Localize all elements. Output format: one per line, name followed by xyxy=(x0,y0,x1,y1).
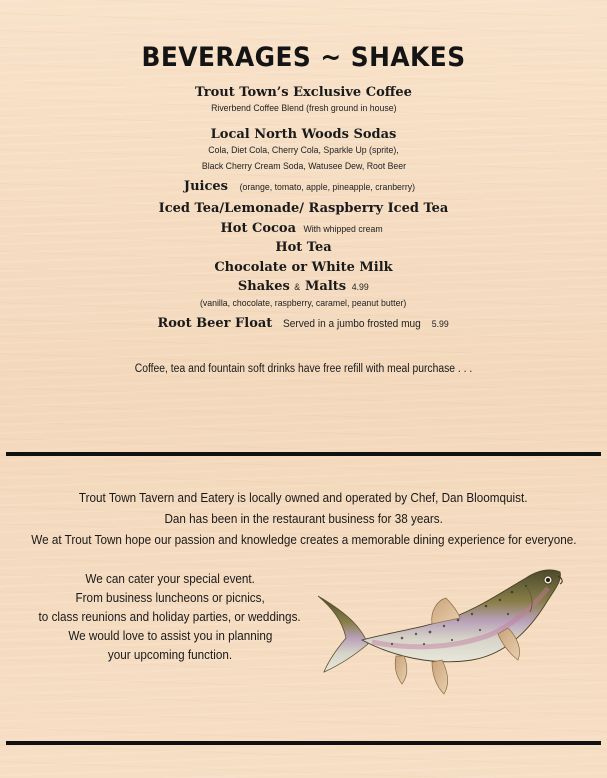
menu-item-name: Juices xyxy=(183,179,228,194)
menu-item-detail: Riverbend Coffee Blend (fresh ground in house) xyxy=(210,103,397,114)
menu-item-detail: (orange, tomato, apple, pineapple, cranberry) xyxy=(240,182,416,193)
fish-anal-fin xyxy=(395,656,407,684)
menu-item-hot-tea xyxy=(0,240,607,255)
menu-item-name: Hot Tea xyxy=(275,240,332,255)
menu-item-name: Iced Tea/Lemonade/ Raspberry Iced Tea xyxy=(158,201,449,216)
fish-body xyxy=(362,570,560,662)
refill-note: Coffee, tea and fountain soft drinks have free refill with meal purchase . . . xyxy=(134,363,473,375)
menu-item-amp: & xyxy=(294,282,301,293)
catering-section xyxy=(20,569,320,664)
menu-item-detail: Served in a jumbo frosted mug xyxy=(282,318,421,330)
menu-item-detail: With whipped cream xyxy=(303,224,384,235)
menu-item-hot-cocoa xyxy=(0,221,607,237)
menu-item-name: Hot Cocoa xyxy=(220,221,296,236)
menu-item-name: Shakes xyxy=(237,279,290,294)
catering-line: to class reunions and holiday parties, or weddings. xyxy=(38,609,302,624)
page-title: BEVERAGES ~ SHAKES xyxy=(141,42,466,73)
menu-item-coffee xyxy=(0,86,607,116)
catering-line: From business luncheons or picnics, xyxy=(75,590,265,605)
menu-item-detail: Black Cherry Cream Soda, Watusee Dew, Root Beer xyxy=(201,161,406,172)
about-section xyxy=(0,487,607,550)
menu-item-detail: Cola, Diet Cola, Cherry Cola, Sparkle Up (sprite), xyxy=(208,145,399,156)
menu-item-price: 5.99 xyxy=(431,319,449,330)
catering-line: We would love to assist you in planning xyxy=(67,628,272,643)
menu-item-iced-tea xyxy=(0,201,607,216)
refill-note-row xyxy=(0,361,607,376)
fish-pelvic-fin xyxy=(432,660,448,694)
menu-item-name: Local North Woods Sodas xyxy=(210,127,397,142)
menu-item-name: Chocolate or White Milk xyxy=(214,260,393,275)
menu-item-sodas xyxy=(0,128,607,174)
menu-item-name: Root Beer Float xyxy=(157,316,273,331)
trout-fish-illustration xyxy=(312,560,570,730)
menu-item-price: 4.99 xyxy=(351,282,369,293)
menu-item-detail: (vanilla, chocolate, raspberry, caramel, peanut butter) xyxy=(200,298,407,309)
divider-bottom xyxy=(6,741,601,745)
divider-top xyxy=(6,452,601,456)
menu-item-root-beer-float xyxy=(0,316,607,332)
fish-tail xyxy=(318,596,368,672)
about-line: Dan has been in the restaurant business for 38 years. xyxy=(164,511,443,526)
menu-item-name-2: Malts xyxy=(305,279,347,294)
about-line: We at Trout Town hope our passion and knowledge creates a memorable dining experience for everyone. xyxy=(30,532,577,547)
catering-line: We can cater your special event. xyxy=(85,571,255,586)
catering-line: your upcoming function. xyxy=(107,647,233,662)
menu-item-shakes xyxy=(0,279,607,311)
menu-item-name: Trout Town’s Exclusive Coffee xyxy=(195,85,412,100)
about-line: Trout Town Tavern and Eatery is locally owned and operated by Chef, Dan Bloomquist. xyxy=(79,490,528,505)
menu-item-juices xyxy=(0,179,607,195)
menu-item-milk xyxy=(0,260,607,275)
